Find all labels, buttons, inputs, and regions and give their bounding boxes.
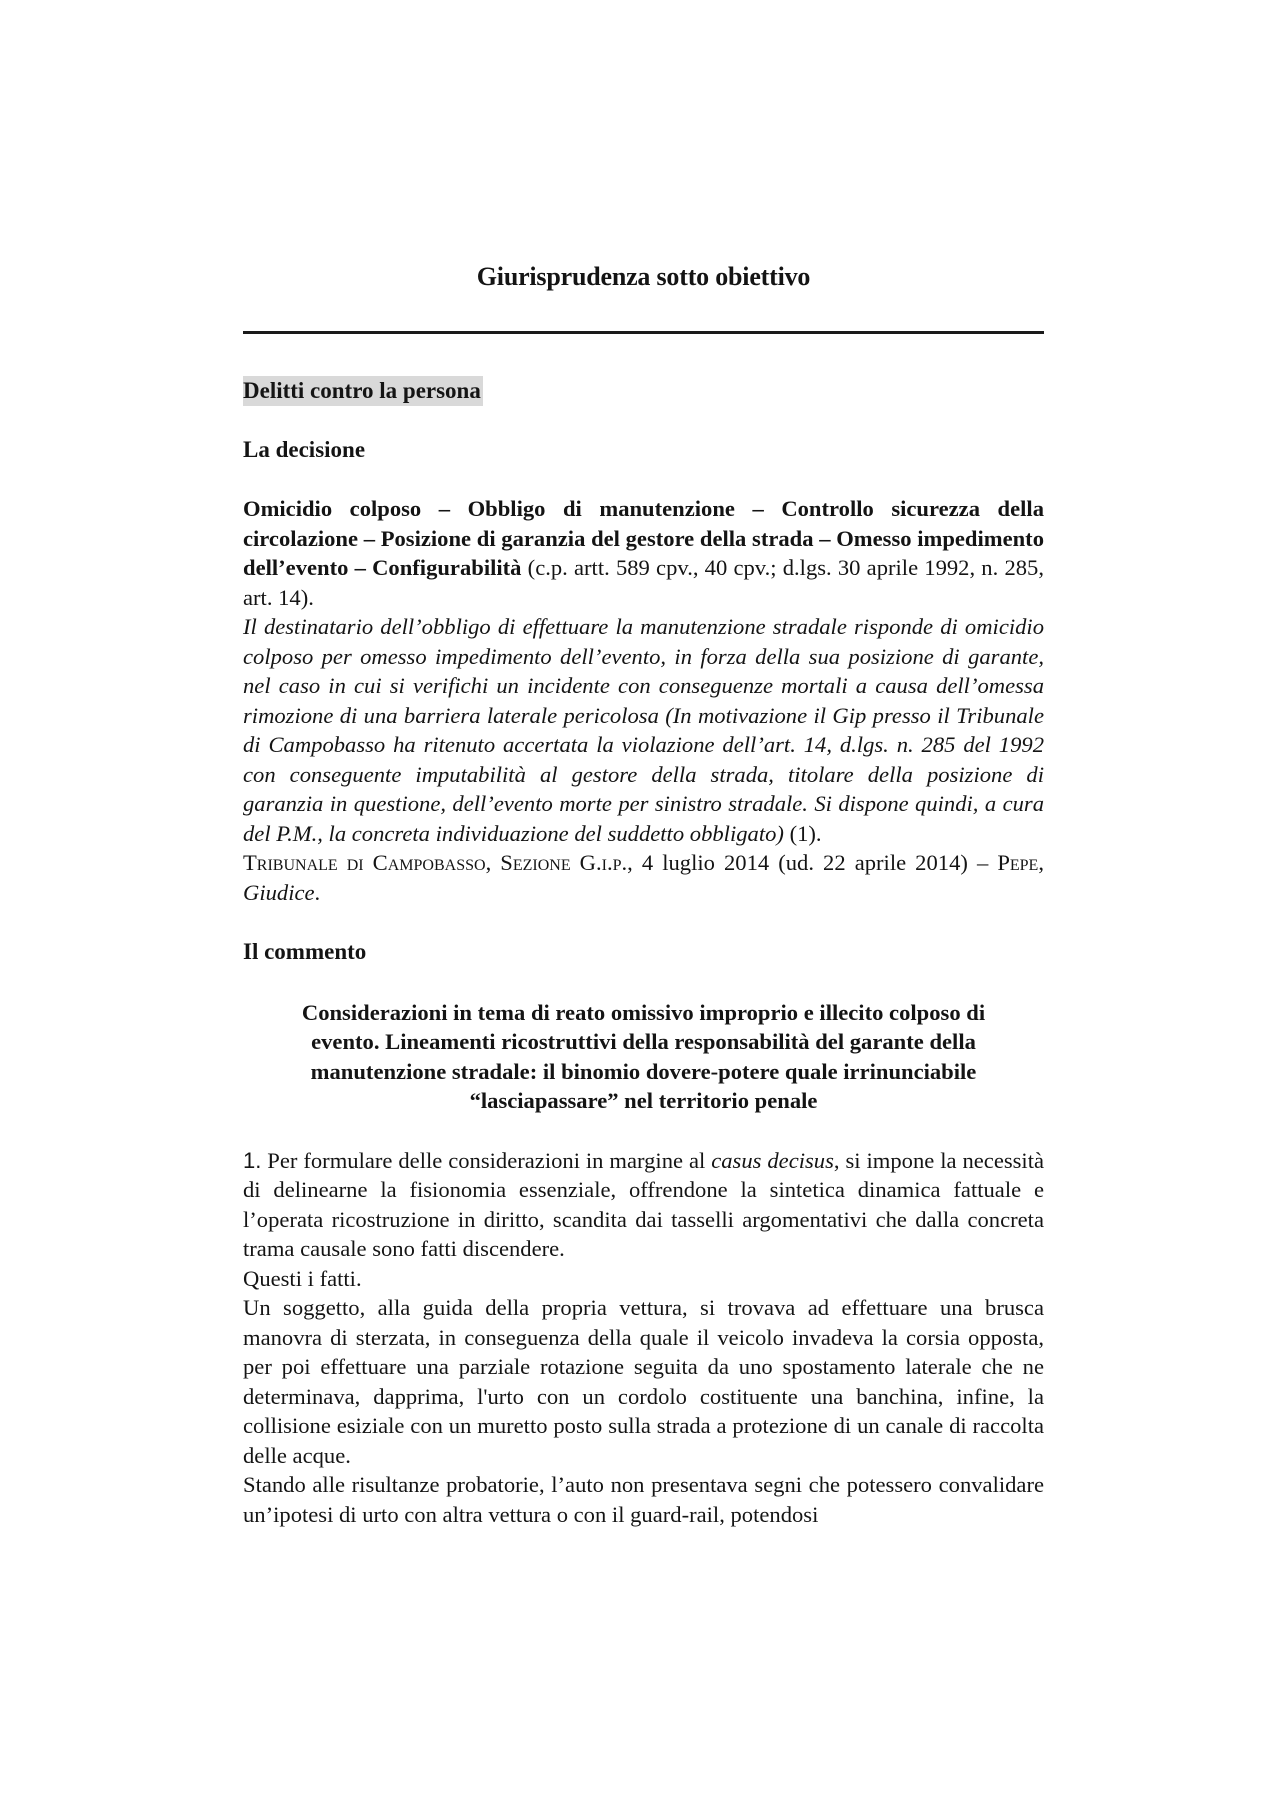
category-label: Delitti contro la persona (243, 376, 483, 406)
decision-date: , 4 luglio 2014 (ud. 22 aprile 2014) – (627, 850, 998, 875)
footnote-ref: (1). (783, 820, 822, 846)
paragraph-4: Stando alle risultanze probatorie, l’auto non presentava segni che potessero convalidare un’ipotesi di urto con altra vettura o con il guard-rail, potendosi (243, 1472, 1044, 1527)
paragraph-3: Un soggetto, alla guida della propria vettura, si trovava ad effettuare una brusca manovra di sterzata, in conseguenza della quale il veicolo invadeva la corsia opposta, per poi effettuare una parziale rotazione seguita da uno spostamento laterale che ne determinava, dapprima, l'urto con un cordolo costituente una banchina, infine, la collisione esiziale con un muretto posto sulla strada a protezione di un canale di raccolta delle acque. (243, 1295, 1044, 1468)
paragraph-1-text-a: Per formulare delle considerazioni in margine al (261, 1147, 712, 1173)
court-citation (243, 848, 1044, 907)
commentary-label: Il commento (243, 939, 367, 964)
content (243, 376, 1044, 1529)
decision-label: La decisione (243, 436, 366, 462)
massima-keywords: Omicidio colposo – Obbligo di manutenzione – Controllo sicurezza della circolazione – Posizione di garanzia del gestore della strada – Omesso impedimento dell’evento – Configurabilità (243, 496, 1044, 580)
massima-references: (c.p. artt. 589 cpv., 40 cpv.; d.lgs. 30 aprile 1992, n. 285, art. 14). (243, 555, 1044, 610)
citation-end: . (314, 879, 321, 905)
article-body (243, 1146, 1044, 1530)
paragraph-1 (243, 1146, 1044, 1264)
principle-paragraph (243, 612, 1044, 848)
article-title: Considerazioni in tema di reato omissivo improprio e illecito colposo di evento. Lineamenti ricostruttivi della responsabilità del garante della manutenzione stradale: il binomio dovere-potere quale irrinunciabile “lasciapassare” nel territorio penale (301, 999, 986, 1113)
header-divider (243, 331, 1044, 334)
judge-role: Giudice (243, 879, 315, 905)
massima (243, 494, 1044, 612)
paragraph-2: Questi i fatti. (243, 1265, 362, 1291)
judge-separator: , (1038, 850, 1044, 875)
section-number: 1. (243, 1147, 262, 1173)
category-line (243, 376, 1044, 406)
section-header: Giurisprudenza sotto obiettivo (476, 262, 811, 291)
judge-name: Pepe (997, 850, 1039, 875)
paragraph-1-text-b: , si impone la necessità di delinearne la fisionomia essenziale, offrendone la sintetica dinamica fattuale e l’operata ricostruzione in diritto, scandita dai tasselli argomentativi che dalla concreta trama causale sono fatti discendere. (243, 1147, 1045, 1261)
court-name: Tribunale di Campobasso, Sezione G.i.p. (243, 850, 628, 875)
casus-decisus: casus decisus (711, 1147, 834, 1173)
principle-text: Il destinatario dell’obbligo di effettuare la manutenzione stradale risponde di omicidio colposo per omesso impedimento dell’evento, in forza della sua posizione di garante, nel caso in cui si verifichi un incidente con conseguenze mortali a causa dell’omessa rimozione di una barriera laterale pericolosa (In motivazione il Gip presso il Tribunale di Campobasso ha ritenuto accertata la violazione dell’art. 14, d.lgs. n. 285 del 1992 con conseguente imputabilità al gestore della strada, titolare della posizione di garanzia in questione, dell’evento morte per sinistro stradale. Si dispone quindi, a cura del P.M., la concreta individuazione del suddetto obbligato) (243, 614, 1044, 846)
